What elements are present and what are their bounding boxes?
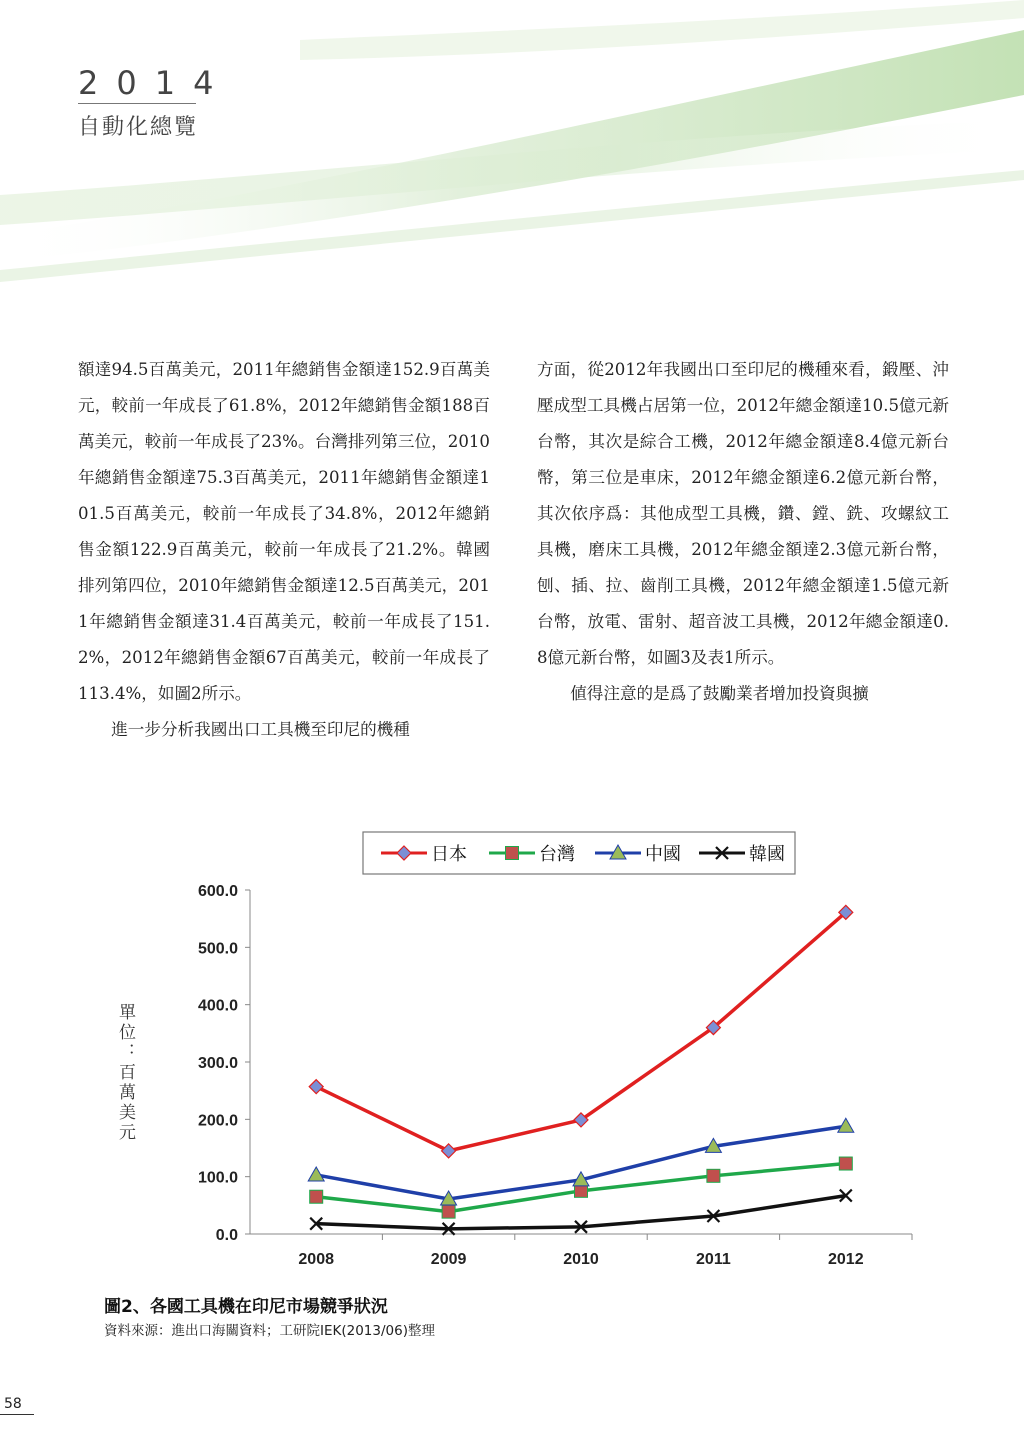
series-line-4	[316, 1196, 846, 1229]
data-point-square	[310, 1190, 323, 1203]
header-divider	[78, 103, 196, 104]
data-point-square	[839, 1157, 852, 1170]
legend-label: 台灣	[539, 844, 575, 865]
data-point-triangle	[838, 1118, 854, 1132]
left-paragraph-2: 進一步分析我國出口工具機至印尼的機種	[111, 720, 410, 739]
body-left-column	[78, 352, 490, 748]
x-tick-label: 2010	[563, 1251, 599, 1268]
x-tick-label: 2009	[430, 1251, 467, 1268]
x-tick-label: 2011	[696, 1251, 731, 1268]
y-tick-label: 100.0	[197, 1169, 238, 1187]
line-chart	[100, 825, 930, 1285]
data-point-triangle	[308, 1167, 324, 1181]
legend-label: 日本	[431, 844, 467, 865]
y-tick-label: 0.0	[215, 1227, 238, 1244]
legend-label: 中國	[645, 844, 681, 865]
y-tick-label: 400.0	[197, 997, 238, 1015]
data-point-square	[707, 1169, 720, 1182]
legend-label: 韓國	[749, 844, 785, 865]
data-point-square	[442, 1205, 455, 1218]
body-right-column	[537, 352, 949, 712]
right-paragraph-1: 方面，從2012年我國出口至印尼的機種來看，鍛壓、沖壓成型工具機占居第一位，2012年總金額達10.5億元新台幣，其次是綜合工機，2012年總金額達8.4億元新台幣，第三位是車床，2012年總金額達6.2億元新台幣，其次依序爲：其他成型工具機，鑽、鏜、銑、攻螺紋工具機，磨床工具機，2012年總金額達2.3億元新台幣，刨、插、拉、齒削工具機，2012年總金額達1.5億元新台幣，放電、雷射、超音波工具機，2012年總金額達0.8億元新台幣，如圖3及表1所示。	[537, 360, 949, 667]
y-tick-label: 500.0	[197, 940, 238, 958]
right-paragraph-2: 値得注意的是爲了鼓勵業者增加投資與擴	[570, 684, 869, 703]
figure-caption-title: 圖2、各國工具機在印尼市場競爭狀況	[104, 1297, 388, 1317]
y-tick-label: 600.0	[197, 883, 238, 900]
x-tick-label: 2008	[298, 1251, 334, 1268]
page-number: 58	[4, 1396, 22, 1412]
header-year: 2014	[78, 64, 232, 102]
page-number-rule	[0, 1414, 34, 1415]
data-point-diamond	[309, 1080, 323, 1094]
header-subtitle: 自動化總覽	[78, 115, 199, 140]
y-tick-label: 300.0	[197, 1055, 238, 1072]
data-point-square	[506, 847, 519, 860]
x-tick-label: 2012	[828, 1251, 864, 1268]
y-tick-label: 200.0	[197, 1112, 238, 1130]
data-point-diamond	[442, 1144, 456, 1158]
figure-caption-source: 資料來源：進出口海關資料；工研院IEK(2013/06)整理	[104, 1323, 435, 1339]
header-decoration	[0, 0, 1024, 300]
y-axis-label: 單位：百萬美元	[115, 1003, 135, 1143]
left-paragraph-1: 額達94.5百萬美元，2011年總銷售金額達152.9百萬美元，較前一年成長了61.8%，2012年總銷售金額188百萬美元，較前一年成長了23%。台灣排列第三位，2010年總銷售金額達75.3百萬美元，2011年總銷售金額達101.5百萬美元，較前一年成長了34.8%，2012年總銷售金額122.9百萬美元，較前一年成長了21.2%。韓國排列第四位，2010年總銷售金額達12.5百萬美元，2011年總銷售金額達31.4百萬美元，較前一年成長了151.2%，2012年總銷售金額67百萬美元，較前一年成長了113.4%，如圖2所示。	[78, 360, 490, 703]
